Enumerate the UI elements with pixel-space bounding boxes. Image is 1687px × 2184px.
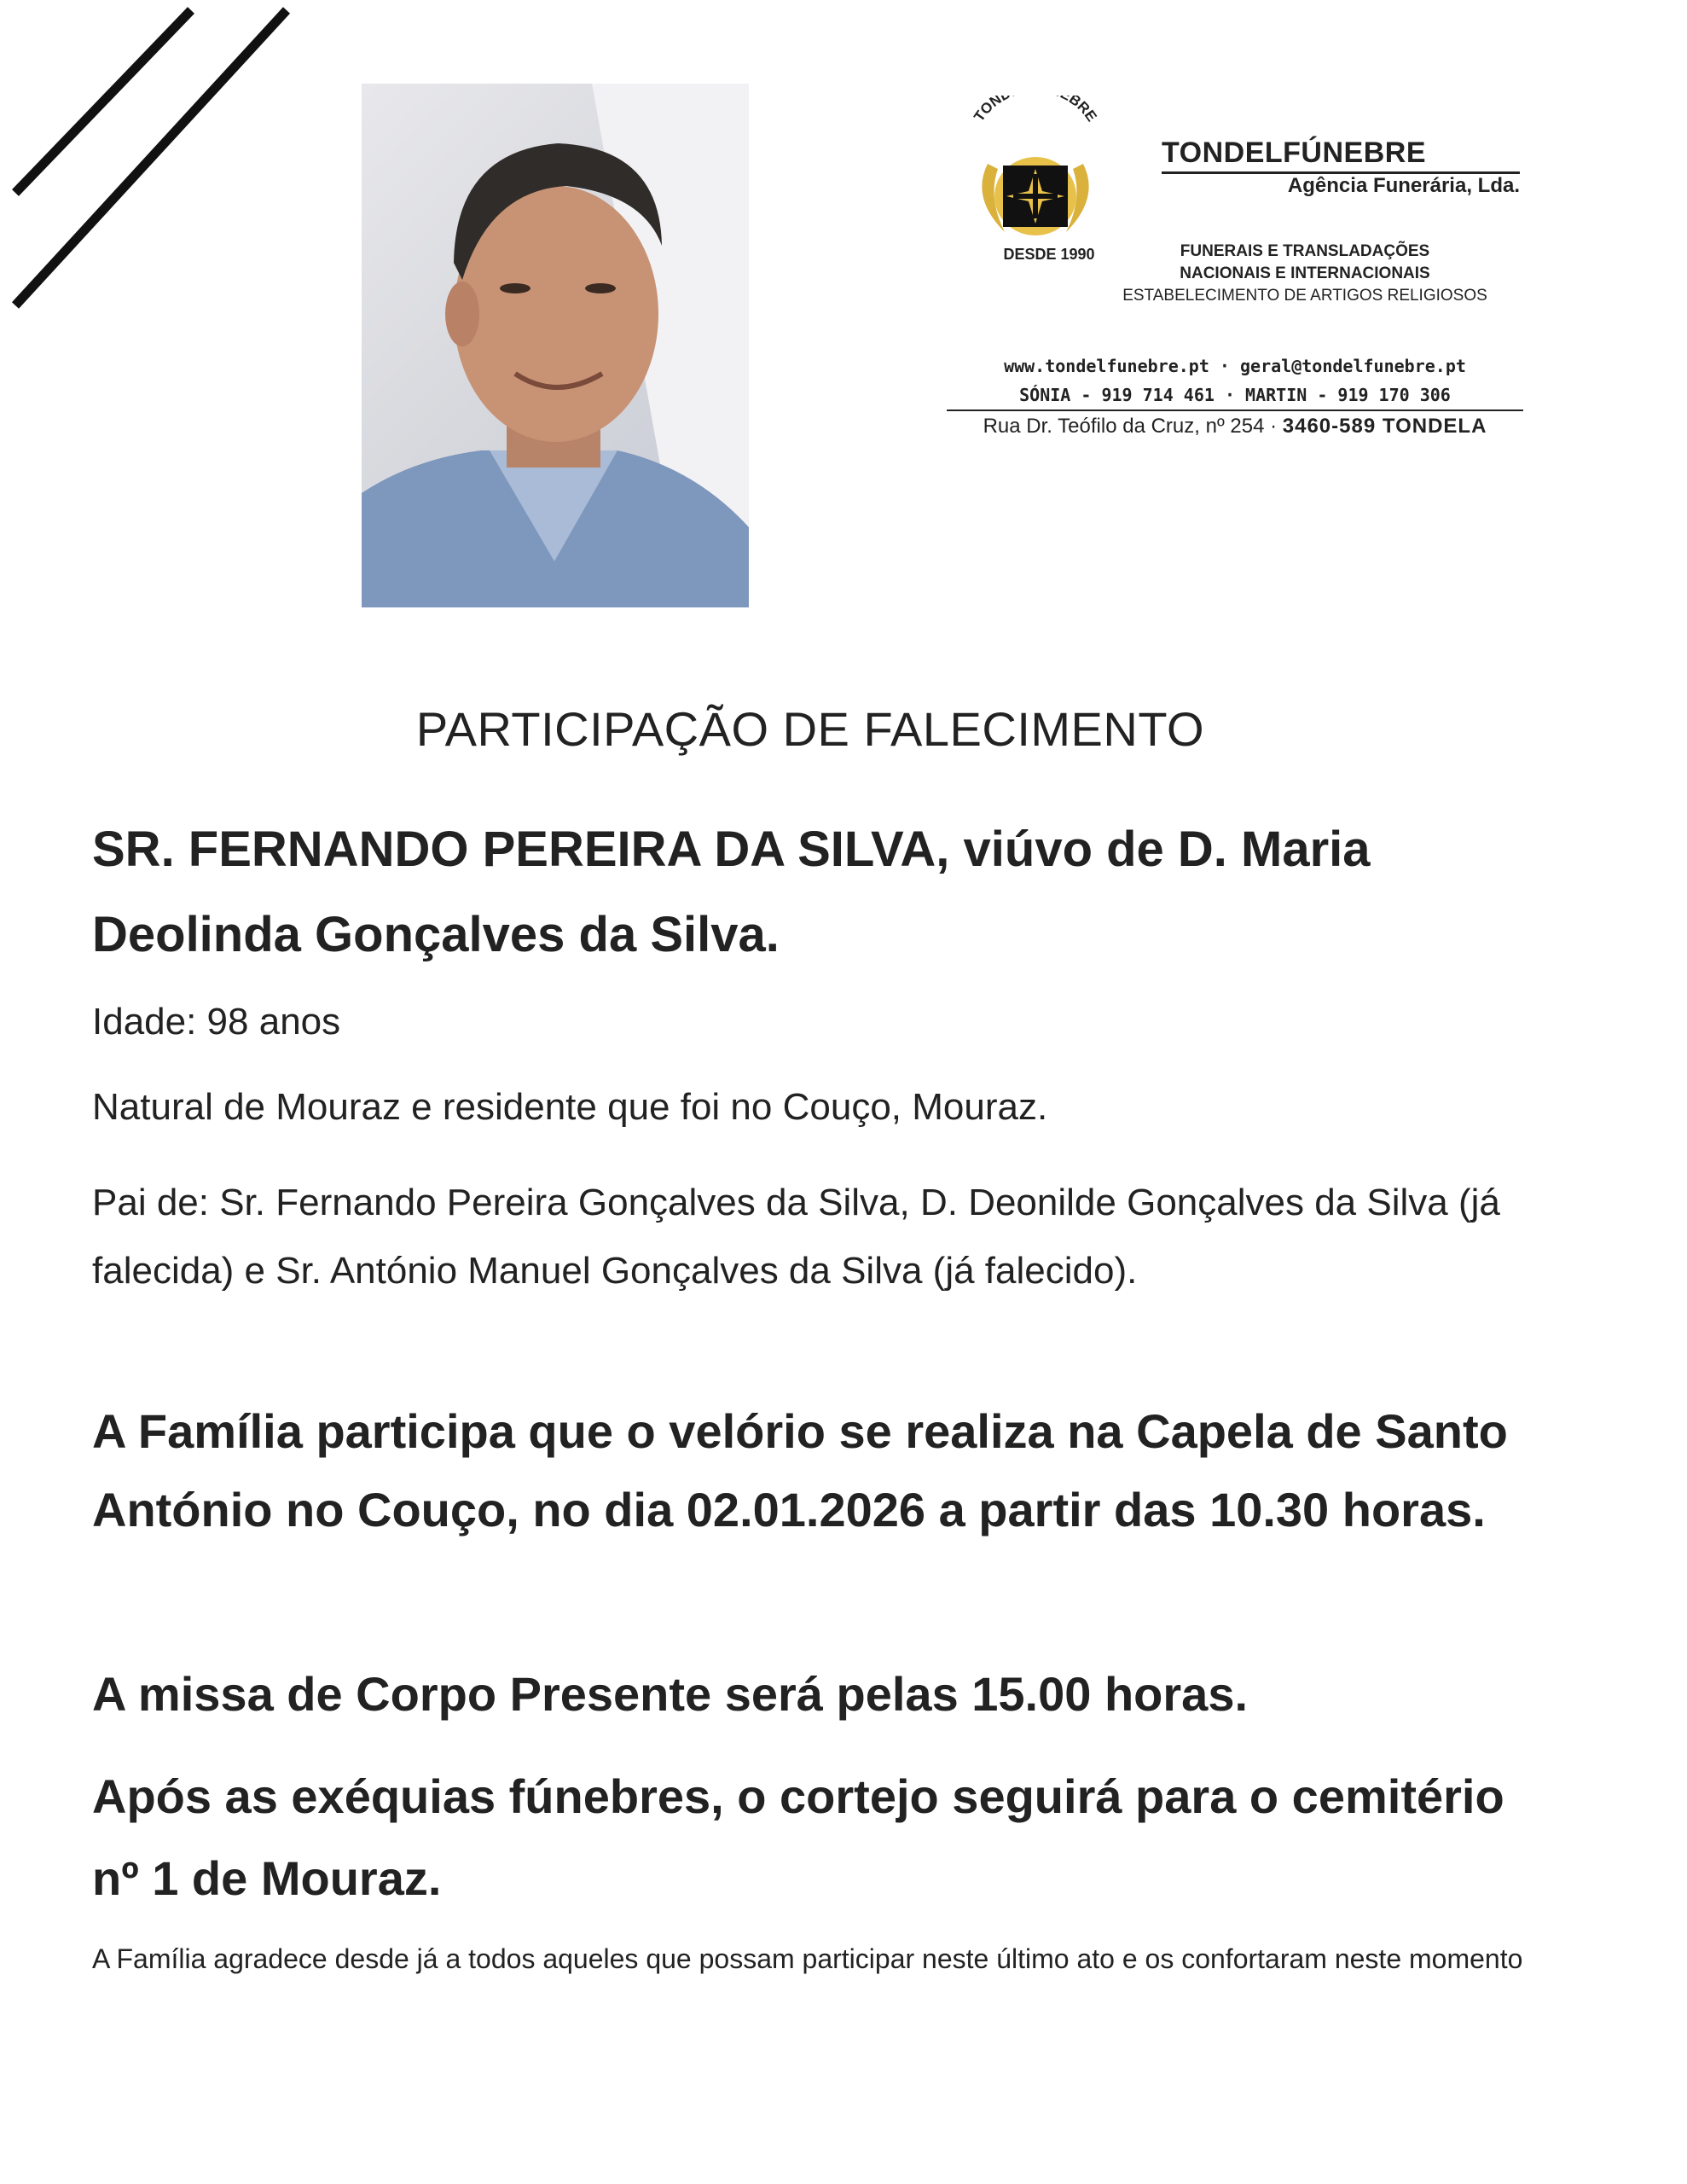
agency-name: TONDELFÚNEBRE [1162, 136, 1520, 174]
deceased-portrait [362, 84, 749, 607]
agency-address [947, 415, 1523, 439]
family-thanks: A Família agradece desde já a todos aqueles que possam participar neste último ato e os confortaram neste momento [92, 1943, 1523, 1974]
wake-info: A Família participa que o velório se realiza na Capela de Santo António no Couço, no dia 02.01.2026 a partir das 10.30 horas. [92, 1404, 1508, 1536]
services-line-1: FUNERAIS E TRANSLADAÇÕES [1180, 242, 1430, 260]
address-city: 3460-589 TONDELA [1282, 415, 1487, 438]
services-line-2: NACIONAIS E INTERNACIONAIS [1180, 264, 1430, 282]
deceased-name: SR. FERNANDO PEREIRA DA SILVA, viúvo de D. Maria Deolinda Gonçalves da Silva. [92, 822, 1371, 962]
cortege-info: Após as exéquias fúnebres, o cortejo seguirá para o cemitério nº 1 de Mouraz. [92, 1769, 1504, 1905]
deceased-origin: Natural de Mouraz e residente que foi no Couço, Mouraz. [92, 1086, 1048, 1128]
svg-text:TONDELFÚNEBRE: TON BRE [971, 96, 1100, 125]
mourning-stripes [0, 0, 307, 324]
address-street: Rua Dr. Teófilo da Cruz, nº 254 · [983, 415, 1278, 438]
deceased-age: Idade: 98 anos [92, 1001, 341, 1043]
agency-contacts [947, 351, 1523, 411]
agency-logo [954, 96, 1117, 241]
mass-info: A missa de Corpo Presente será pelas 15.00 horas. [92, 1667, 1249, 1721]
agency-subtitle: Agência Funerária, Lda. [1287, 174, 1520, 197]
agency-phones: SÓNIA - 919 714 461 · MARTIN - 919 170 306 [947, 380, 1523, 411]
notice-heading: PARTICIPAÇÃO DE FALECIMENTO [415, 702, 1205, 756]
deceased-children: Pai de: Sr. Fernando Pereira Gonçalves da Silva, D. Deonilde Gonçalves da Silva (já falecida) e Sr. António Manuel Gonçalves da Silva (já falecido). [92, 1182, 1500, 1292]
services-line-3: ESTABELECIMENTO DE ARTIGOS RELIGIOSOS [1122, 287, 1487, 305]
agency-web-email: www.tondelfunebre.pt · geral@tondelfunebre.pt [1004, 356, 1466, 376]
agency-since: DESDE 1990 [1003, 246, 1095, 263]
agency-services [1109, 241, 1501, 307]
